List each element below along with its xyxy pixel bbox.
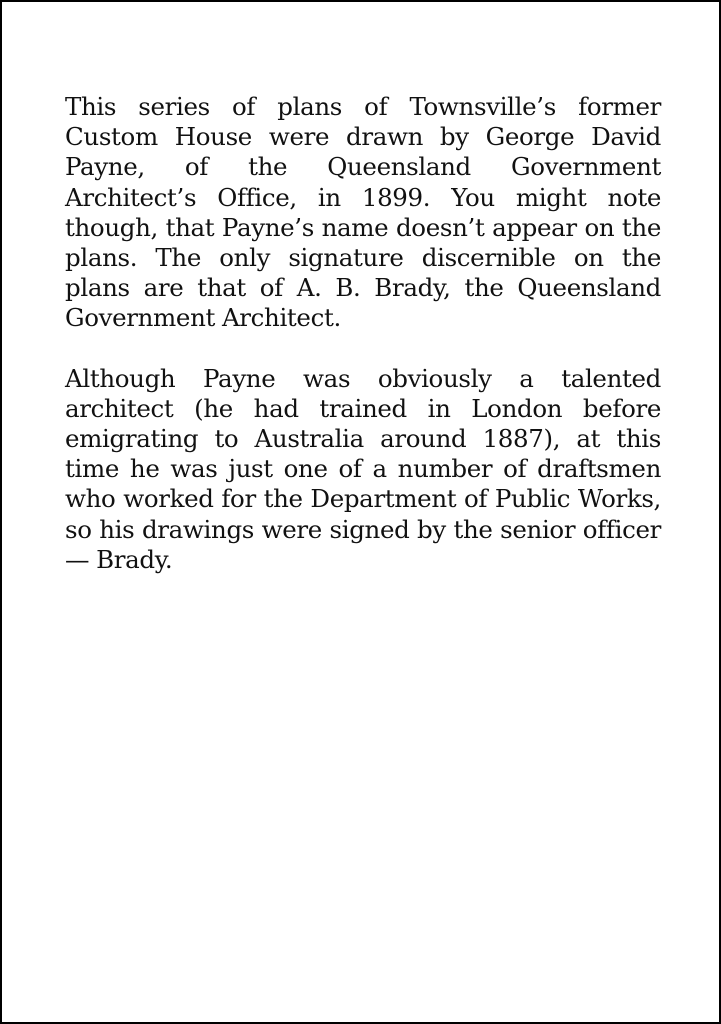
- paragraph-2: Although Payne was obviously a talented architect (he had trained in London before emigrating to Australia around 1887), at this time he was just one of a number of draftsmen who worked for the Department of Public Works, so his drawings were signed by the senior officer — Brady.: [65, 363, 661, 574]
- paragraph-1: This series of plans of Townsville’s former Custom House were drawn by George David Payne, of the Queensland Government Architect’s Office, in 1899. You might note though, that Payne’s name doesn’t appear on the plans. The only signature discernible on the plans are that of A. B. Brady, the Queensland Government Architect.: [65, 92, 661, 333]
- body-text: [65, 92, 661, 575]
